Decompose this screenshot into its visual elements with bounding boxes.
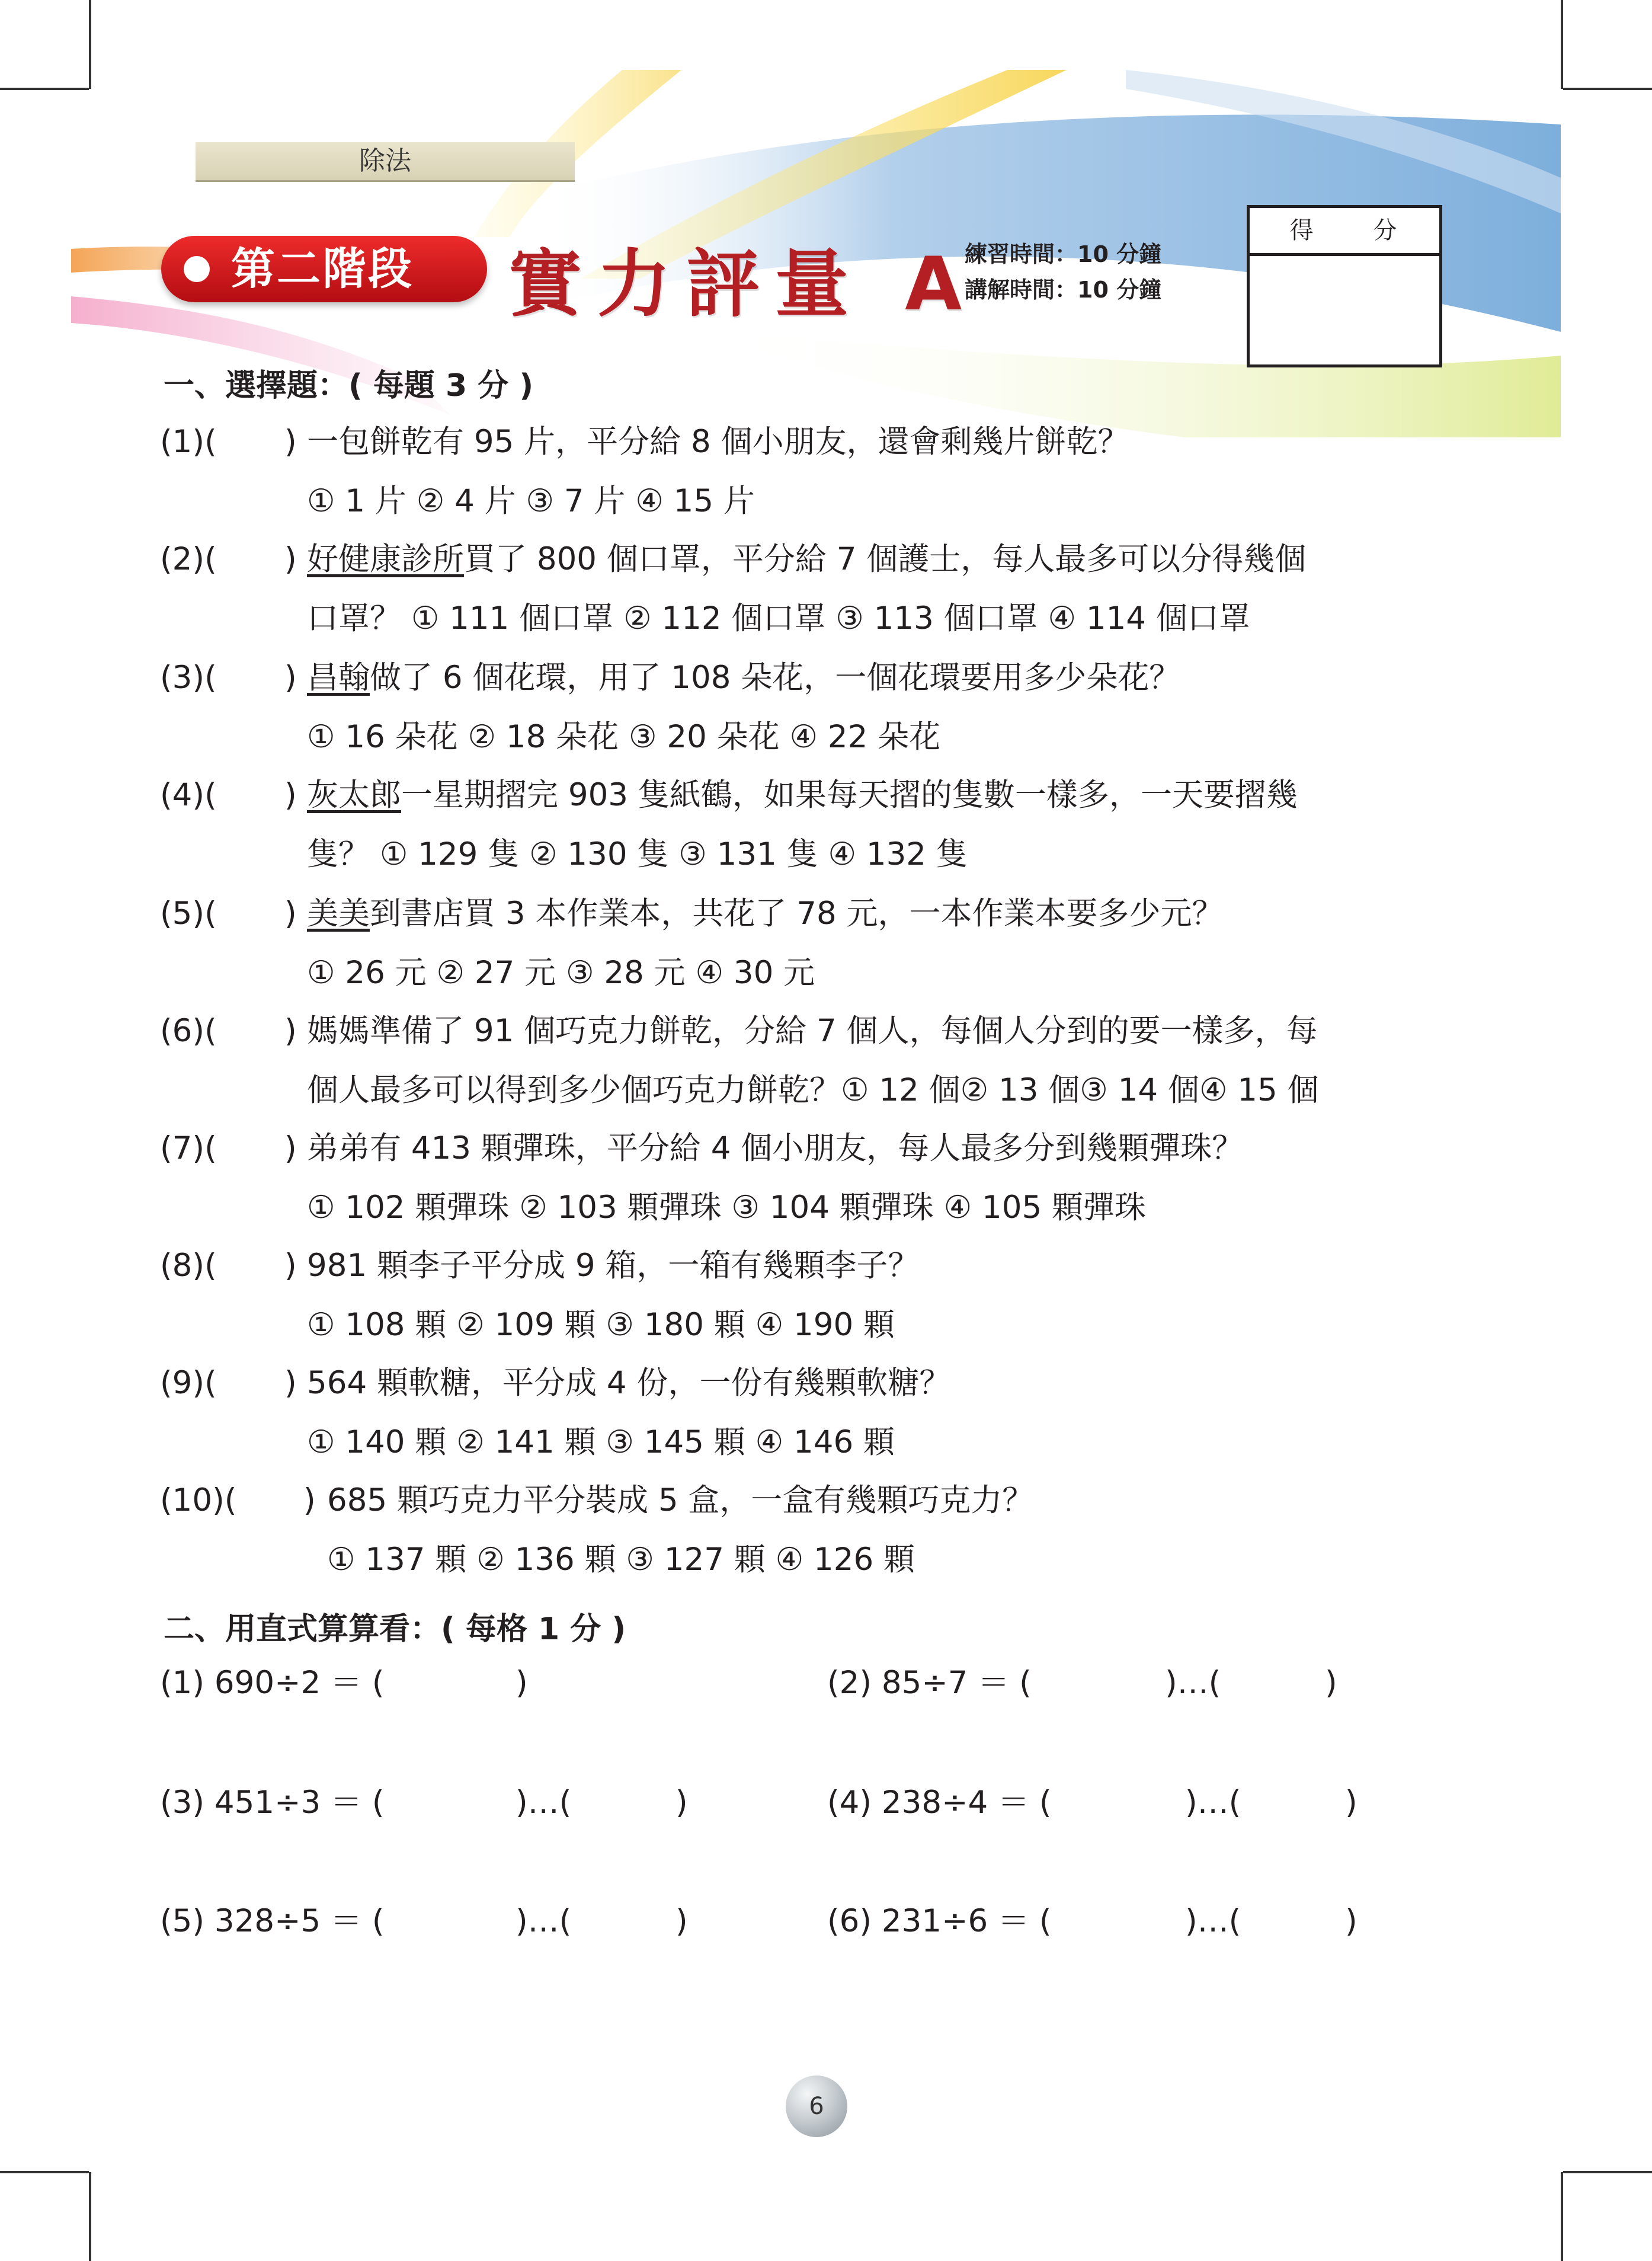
bullet-dot-icon: [184, 256, 210, 282]
answer-blank-close: ): [284, 1365, 297, 1401]
crop-mark: [1563, 88, 1652, 90]
answer-blank-close: ): [284, 1130, 297, 1166]
proper-name: 昌翰: [307, 660, 370, 696]
practice-time: 練習時間：10 分鐘: [965, 241, 1162, 267]
crop-mark: [0, 2171, 89, 2173]
page-title: 實力評量 A: [508, 242, 978, 327]
answer-options: ① 16 朵花 ② 18 朵花 ③ 20 朵花 ④ 22 朵花: [307, 719, 941, 755]
answer-options: ① 137 顆 ② 136 顆 ③ 127 顆 ④ 126 顆: [327, 1542, 915, 1578]
answer-blank-close: ): [284, 424, 297, 460]
answer-options: ① 26 元 ② 27 元 ③ 28 元 ④ 30 元: [307, 955, 815, 991]
question-body: 弟弟有 413 顆彈珠，平分給 4 個小朋友，每人最多分到幾顆彈珠？: [307, 1130, 1244, 1166]
question-text: [307, 423, 1129, 461]
remainder-blank: ): [675, 1785, 688, 1821]
question-text: [307, 776, 1298, 814]
answer-blank-close: ): [284, 1248, 297, 1284]
remainder-blank: ): [1345, 1903, 1358, 1939]
quotient-blank: ): [516, 1665, 528, 1701]
question-text: [307, 1012, 1318, 1050]
score-box: [1247, 205, 1442, 367]
question-body: 一星期摺完 903 隻紙鶴，如果每天摺的隻數一樣多，一天要摺幾: [401, 777, 1298, 813]
question-number: (8)(: [160, 1248, 217, 1284]
question-text: [327, 1482, 1033, 1520]
question-body: 做了 6 個花環，用了 108 朵花，一個花環要用多少朵花？: [370, 660, 1181, 696]
remainder-blank: ): [675, 1903, 688, 1939]
quotient-blank: )…(: [1185, 1903, 1241, 1939]
question-text: [307, 895, 1224, 933]
question-text: [307, 541, 1306, 578]
answer-options: ① 1 片 ② 4 片 ③ 7 片 ④ 15 片: [307, 483, 755, 519]
crop-mark: [1561, 2172, 1563, 2261]
quotient-blank: )…(: [1165, 1665, 1221, 1701]
crop-mark: [0, 88, 89, 90]
page-number: 6: [786, 2075, 847, 2137]
quotient-blank: )…(: [1185, 1785, 1241, 1821]
question-body: 一包餅乾有 95 片，平分給 8 個小朋友，還會剩幾片餅乾？: [307, 424, 1129, 460]
question-number: (9)(: [160, 1365, 217, 1401]
quotient-blank: )…(: [516, 1785, 572, 1821]
question-body: 買了 800 個口罩，平分給 7 個護士，每人最多可以分得幾個: [464, 541, 1307, 577]
division-expression: (2) 85÷7 ＝ (: [827, 1665, 1032, 1701]
question-text: [307, 1364, 950, 1402]
answer-options: ① 108 顆 ② 109 顆 ③ 180 顆 ④ 190 顆: [307, 1307, 895, 1343]
question-number: (3)(: [160, 660, 217, 696]
division-expression: (1) 690÷2 ＝ (: [160, 1665, 385, 1701]
question-text: [307, 1247, 919, 1285]
answer-blank-close: ): [284, 660, 297, 696]
answer-blank-close: ): [284, 541, 297, 577]
division-expression: (3) 451÷3 ＝ (: [160, 1785, 385, 1821]
question-number: (2)(: [160, 541, 217, 577]
question-body: 媽媽準備了 91 個巧克力餅乾，分給 7 個人，每個人分到的要一樣多，每: [307, 1013, 1318, 1049]
stage-label: 第二階段: [231, 244, 414, 295]
answer-options: ① 102 顆彈珠 ② 103 顆彈珠 ③ 104 顆彈珠 ④ 105 顆彈珠: [307, 1189, 1147, 1226]
division-expression: (4) 238÷4 ＝ (: [827, 1785, 1052, 1821]
question-number: (1)(: [160, 424, 217, 460]
explain-time: 講解時間：10 分鐘: [965, 277, 1162, 303]
section-title-choice: 一、選擇題：( 每題 3 分 ): [164, 368, 534, 404]
crop-mark: [89, 0, 91, 89]
question-body: 981 顆李子平分成 9 箱，一箱有幾顆李子？: [307, 1248, 920, 1284]
question-body: 685 顆巧克力平分裝成 5 盒，一盒有幾顆巧克力？: [327, 1482, 1034, 1518]
answer-blank-close: ): [284, 896, 297, 932]
answer-blank-close: ): [284, 1013, 297, 1049]
section-title-vertical-calc: 二、用直式算算看：( 每格 1 分 ): [164, 1611, 626, 1647]
question-text: [307, 659, 1180, 697]
answer-options: 隻？ ① 129 隻 ② 130 隻 ③ 131 隻 ④ 132 隻: [307, 836, 968, 872]
question-number: (4)(: [160, 777, 217, 813]
division-expression: (5) 328÷5 ＝ (: [160, 1903, 385, 1939]
crop-mark: [1563, 2171, 1652, 2173]
crop-mark: [1561, 0, 1563, 89]
question-number: (10)(: [160, 1482, 237, 1518]
crop-mark: [89, 2172, 91, 2261]
question-number: (7)(: [160, 1130, 217, 1166]
answer-options: 個人最多可以得到多少個巧克力餅乾？① 12 個② 13 個③ 14 個④ 15 個: [307, 1072, 1319, 1108]
question-body: 到書店買 3 本作業本，共花了 78 元，一本作業本要多少元？: [370, 896, 1224, 932]
stage-badge: [161, 236, 487, 302]
question-number: (5)(: [160, 896, 217, 932]
remainder-blank: ): [1345, 1785, 1358, 1821]
answer-options: ① 140 顆 ② 141 顆 ③ 145 顆 ④ 146 顆: [307, 1424, 895, 1460]
question-text: [307, 1130, 1243, 1168]
division-expression: (6) 231÷6 ＝ (: [827, 1903, 1052, 1939]
answer-blank-close: ): [303, 1482, 316, 1518]
answer-blank-close: ): [284, 777, 297, 813]
question-body: 564 顆軟糖，平分成 4 份，一份有幾顆軟糖？: [307, 1365, 951, 1401]
quotient-blank: )…(: [516, 1903, 572, 1939]
proper-name: 好健康診所: [307, 541, 464, 577]
score-label: 得 分: [1250, 208, 1439, 256]
answer-options: 口罩？ ① 111 個口罩 ② 112 個口罩 ③ 113 個口罩 ④ 114 個口罩: [307, 600, 1250, 637]
question-number: (6)(: [160, 1013, 217, 1049]
topic-tab: 除法: [196, 142, 575, 182]
proper-name: 美美: [307, 896, 370, 932]
remainder-blank: ): [1325, 1665, 1337, 1701]
proper-name: 灰太郎: [307, 777, 401, 813]
